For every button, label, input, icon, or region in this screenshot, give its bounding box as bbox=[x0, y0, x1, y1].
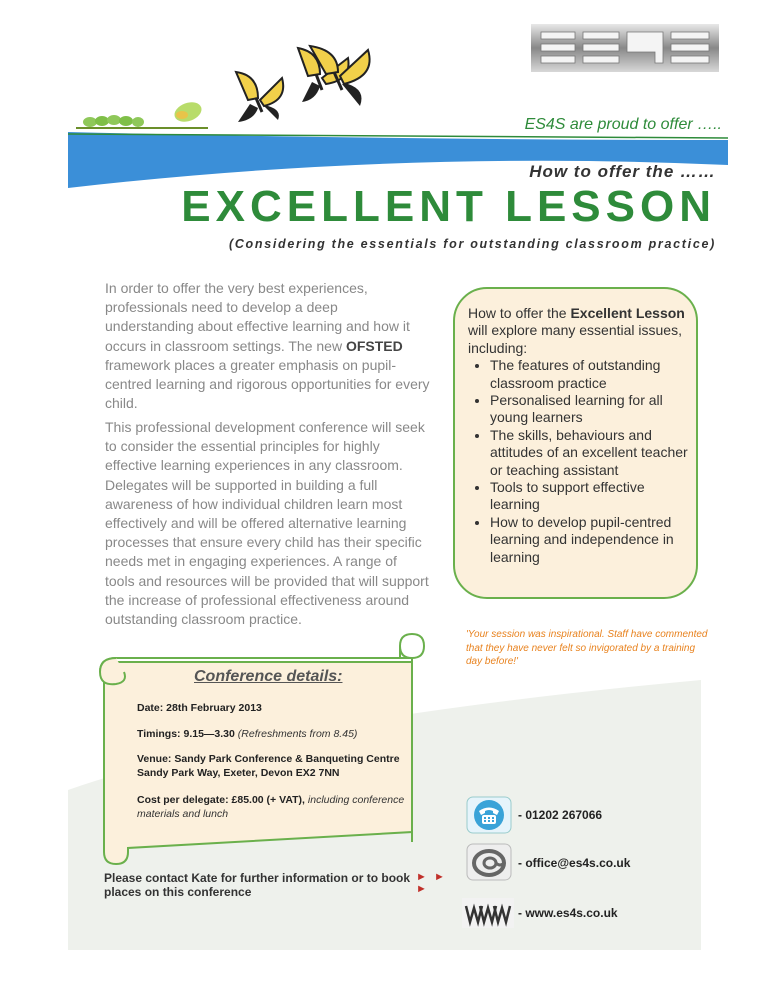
issues-intro: How to offer the Excellent Lesson will explore many essential issues, including: bbox=[468, 305, 685, 356]
chrysalis-icon bbox=[172, 99, 204, 125]
phone-number: - 01202 267066 bbox=[518, 808, 603, 822]
logo-text: ES4S bbox=[622, 70, 628, 72]
proud-to-offer-text: ES4S are proud to offer ….. bbox=[524, 116, 722, 133]
page-subtitle: (Considering the essentials for outstanding classroom practice) bbox=[228, 237, 716, 251]
list-item: • The skills, behaviours and attitudes of an excellent teacher or teaching assistant bbox=[490, 427, 690, 479]
how-to-offer-heading: How to offer the …… bbox=[529, 162, 716, 181]
butterfly-icon bbox=[310, 46, 370, 106]
list-item: • How to develop pupil-centred learning and independence in learning bbox=[490, 514, 690, 566]
ofsted-bold: OFSTED bbox=[345, 337, 403, 354]
issues-list bbox=[468, 357, 690, 566]
arrow-icons: ► ► ► bbox=[416, 871, 447, 895]
list-item: • Tools to support effective learning bbox=[490, 479, 690, 514]
email-address[interactable]: - office@es4s.co.uk bbox=[518, 856, 631, 870]
conference-timings: Timings: 9.15—3.30 (Refreshments from 8.45) bbox=[137, 728, 358, 740]
intro-paragraph-1: In order to offer the very best experiences, professionals need to develop a deep understanding about effective learning and how it occurs in classroom settings. The new OFSTED framework places a greater emphasis on pupil-centred learning and rigorous opportunities for every child. bbox=[105, 280, 430, 412]
butterfly-icon bbox=[236, 72, 283, 122]
intro-paragraph-2: This professional development conference will seek to consider the essential principles for highly effective learning experiences in any classroom. Delegates will be supported in building a full awareness of how individual children learn most effectively and will be offered alternative learning processes that ensure every child has their specific needs met in engaging experiences. A range of tools and resources will be provided that will support the increase of professional effectiveness around outstanding classroom practice. bbox=[105, 419, 429, 628]
page-title: EXCELLENT LESSON bbox=[181, 182, 716, 231]
testimonial-quote: 'Your session was inspirational. Staff have commented that they have never felt so invigorated by a training day before!' bbox=[466, 629, 708, 667]
conference-cost: Cost per delegate: £85.00 (+ VAT), including conference materials and lunch bbox=[137, 794, 405, 820]
list-item: • The features of outstanding classroom practice bbox=[490, 357, 690, 392]
conference-date: Date: 28th February 2013 bbox=[137, 702, 262, 714]
conference-venue: Venue: Sandy Park Conference & Banqueting Centre Sandy Park Way, Exeter, Devon EX2 7NN bbox=[137, 753, 400, 779]
web-icon bbox=[462, 898, 514, 928]
list-item: • Personalised learning for all young learners bbox=[490, 392, 690, 427]
phone-icon bbox=[466, 796, 512, 834]
issues-panel-content bbox=[468, 305, 690, 566]
conference-details-heading: Conference details: bbox=[194, 668, 343, 685]
contact-text: Please contact Kate for further information or to book places on this conference bbox=[104, 871, 411, 899]
website-link[interactable]: - www.es4s.co.uk bbox=[518, 906, 618, 920]
email-icon bbox=[466, 843, 512, 881]
